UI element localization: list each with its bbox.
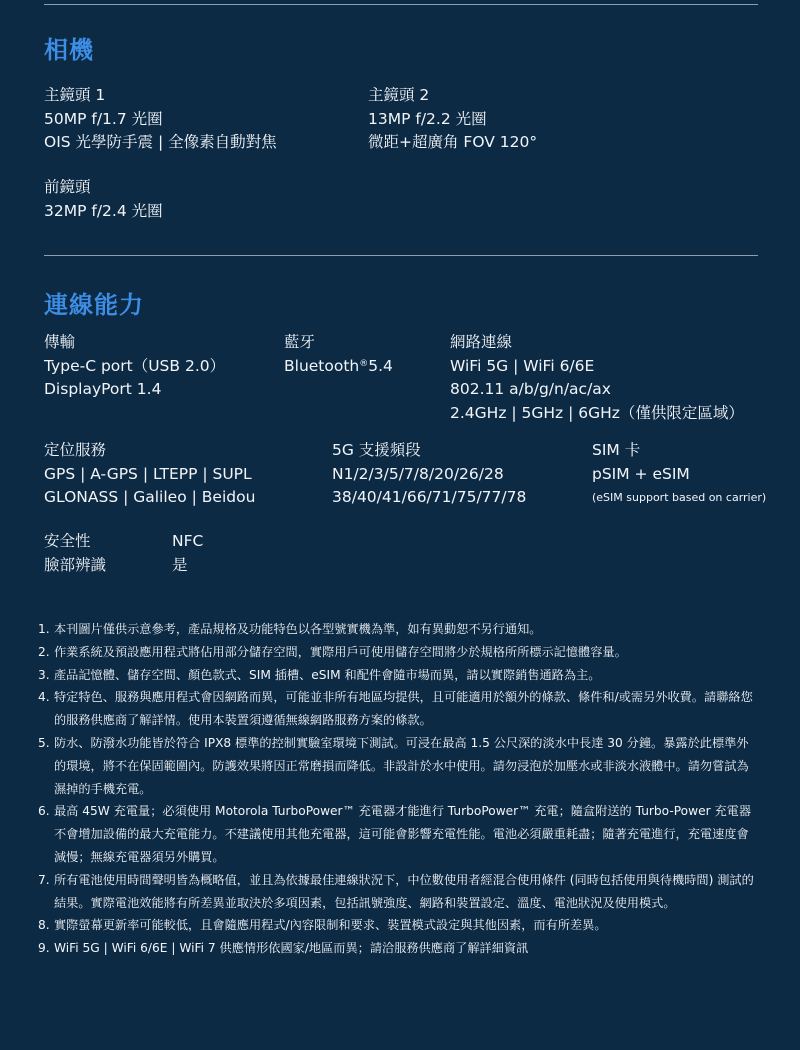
sim-label: SIM 卡 [592, 441, 641, 459]
network-spec [450, 331, 744, 425]
transfer-spec [44, 331, 225, 402]
bluetooth-version: Bluetooth®5.4 [284, 356, 393, 375]
main-camera-2-aperture: 13MP f/2.2 光圈 [368, 109, 487, 128]
bands-5g-line1: N1/2/3/5/7/8/20/26/28 [332, 464, 504, 483]
sim-spec [592, 439, 766, 510]
footnote-item: 5. 防水、防潑水功能皆於符合 IPX8 標準的控制實驗室環境下測試。可浸在最高 1.5 公尺深的淡水中長達 30 分鐘。暴露於此標準外的環境，將不在保固範圍內。防護效果將因正常磨損而降低。非設計於水中使用。請勿浸泡於加壓水或非淡水液體中。請勿嘗試為濕掉的手機充電。 [38, 735, 749, 796]
network-bands: 2.4GHz | 5GHz | 6GHz（僅供限定區域） [450, 403, 744, 422]
network-wifi: WiFi 5G | WiFi 6/6E [450, 356, 595, 375]
front-camera-label: 前鏡頭 [44, 178, 91, 196]
transfer-displayport: DisplayPort 1.4 [44, 380, 162, 398]
main-camera-1-features: OIS 光學防手震 | 全像素自動對焦 [44, 133, 277, 151]
main-camera-1 [44, 84, 277, 155]
nfc-spec [172, 530, 203, 577]
camera-section-title: 相機 [44, 36, 94, 64]
bands-5g-label: 5G 支援頻段 [332, 441, 421, 459]
front-camera [44, 176, 163, 223]
nfc-value: 是 [172, 555, 188, 574]
security-spec [44, 530, 106, 577]
main-camera-2 [368, 84, 537, 155]
bluetooth-label: 藍牙 [284, 333, 316, 351]
network-standards: 802.11 a/b/g/n/ac/ax [450, 380, 611, 398]
sim-type: pSIM + eSIM [592, 464, 690, 483]
security-face-unlock: 臉部辨識 [44, 555, 107, 574]
transfer-label: 傳輸 [44, 333, 76, 351]
main-camera-2-features: 微距+超廣角 FOV 120° [368, 133, 538, 151]
main-camera-1-label: 主鏡頭 1 [44, 86, 106, 104]
footnote-item: 9. WiFi 5G | WiFi 6/6E | WiFi 7 供應情形依國家/地區而異；請洽服務供應商了解詳細資訊 [38, 941, 529, 956]
footnote-item: 4. 特定特色、服務與應用程式會因網路而異，可能並非所有地區均提供，且可能適用於額外的條款、條件和/或需另外收費。請聯絡您的服務供應商了解詳情。使用本裝置須遵循無線網路服務方案的條款。 [38, 690, 753, 728]
footnotes [38, 618, 760, 960]
bluetooth-spec [284, 331, 393, 378]
main-camera-2-label: 主鏡頭 2 [368, 86, 430, 104]
footnote-item: 6. 最高 45W 充電量；必須使用 Motorola TurboPower™ 充電器才能進行 TurboPower™ 充電；隨盒附送的 Turbo-Power 充電器不會增加設備的最大充電能力。不建議使用其他充電器，這可能會影響充電性能。電池必須嚴重耗盡；隨著充電進行，充電速度會減慢；無線充電器須另外購買。 [38, 804, 752, 864]
footnote-item: 8. 實際螢幕更新率可能較低，且會隨應用程式/內容限制和要求、裝置模式設定與其他因素，而有所差異。 [38, 918, 607, 933]
footnote-item: 7. 所有電池使用時間聲明皆為概略值，並且為依據最佳連線狀況下，中位數使用者經混合使用條件 (同時包括使用與待機時間) 測試的結果。實際電池效能將有所差異並取決於多項因素，包括訊號強度、網路和裝置設定、溫度、電池狀況及使用模式。 [38, 872, 754, 910]
main-camera-1-aperture: 50MP f/1.7 光圈 [44, 109, 163, 128]
footnote-item: 3. 產品記憶體、儲存空間、顏色款式、SIM 插槽、eSIM 和配件會隨市場而異，請以實際銷售通路為主。 [38, 667, 601, 682]
bands-5g-line2: 38/40/41/66/71/75/77/78 [332, 488, 527, 506]
nfc-label: NFC [172, 532, 204, 550]
connectivity-section-title: 連線能力 [44, 291, 144, 319]
footnote-item: 1. 本刊圖片僅供示意參考，產品規格及功能特色以各型號實機為準，如有異動恕不另行通知。 [38, 622, 542, 636]
security-label: 安全性 [44, 532, 91, 550]
location-spec [44, 439, 255, 510]
footnote-item: 2. 作業系統及預設應用程式將佔用部分儲存空間，實際用戶可使用儲存空間將少於規格所所標示記憶體容量。 [38, 644, 627, 659]
top-divider [44, 4, 758, 5]
location-label: 定位服務 [44, 441, 107, 459]
bands-5g-spec [332, 439, 526, 510]
transfer-usb: Type-C port（USB 2.0） [44, 356, 226, 375]
location-gnss: GLONASS | Galileo | Beidou [44, 488, 256, 506]
front-camera-aperture: 32MP f/2.4 光圈 [44, 201, 163, 220]
sim-note: (eSIM support based on carrier) [592, 491, 767, 504]
network-label: 網路連線 [450, 333, 513, 351]
section-divider [44, 255, 758, 256]
location-gps: GPS | A-GPS | LTEPP | SUPL [44, 464, 252, 483]
